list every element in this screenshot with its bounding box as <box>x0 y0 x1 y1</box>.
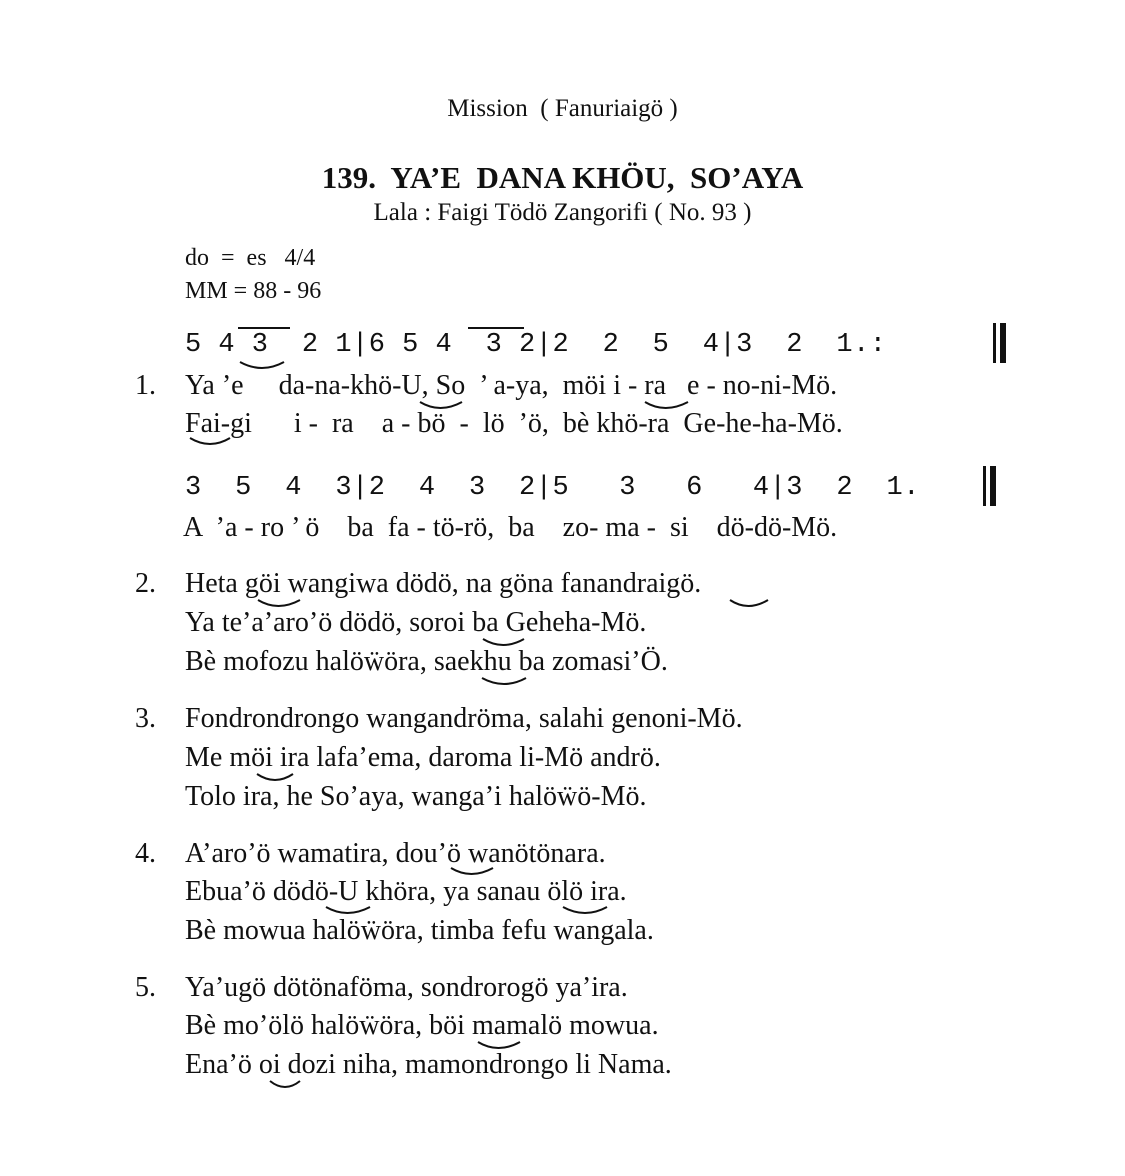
slur-arc <box>270 1081 300 1087</box>
final-barline-thick <box>990 466 996 506</box>
slur-arc <box>483 639 524 645</box>
hymn-title: 139. YA’E DANA KHÖU, SO’AYA <box>321 160 804 195</box>
verse-number: 4. <box>135 838 156 869</box>
verse-number: 5. <box>135 972 156 1003</box>
slur-arc <box>257 774 293 780</box>
verse-line: Fondrondrongo wangandröma, salahi genoni-Mö. <box>185 703 743 734</box>
notation-line-2: 3 5 4 3|2 4 3 2|5 3 6 4|3 2 1. <box>185 473 920 503</box>
verse-line: Me möi ira lafa’ema, daroma li-Mö andrö. <box>185 742 661 773</box>
verse-1-line-1: Ya ’e da-na-khö-U, So ’ a-ya, möi i - ra e - no-ni-Mö. <box>185 370 838 401</box>
verse-line: Ena’ö oi dozi niha, mamondrongo li Nama. <box>185 1049 672 1080</box>
key-signature: do = es 4/4 <box>185 245 316 271</box>
verse-line: A’aro’ö wamatira, dou’ö wanötönara. <box>185 838 606 869</box>
slur-arc <box>482 678 526 684</box>
verse-number: 1. <box>135 370 156 401</box>
slur-arc <box>478 1042 520 1048</box>
tempo-marking: MM = 88 - 96 <box>185 278 322 304</box>
verse-line: Ebua’ö dödö-U khöra, ya sanau ölö ira. <box>185 876 627 907</box>
slur-arc <box>730 600 768 606</box>
verse-line: Bè mowua halöẅöra, timba fefu wangala. <box>185 915 654 946</box>
notation-line-1: 5 4 3 2 1|6 5 4 3 2|2 2 5 4|3 2 1.: <box>185 330 887 360</box>
verse-line: Ya’ugö dötönaföma, sondrorogö ya’ira. <box>185 972 628 1003</box>
verse-number: 2. <box>135 568 156 599</box>
tune-reference: Lala : Faigi Tödö Zangorifi ( No. 93 ) <box>373 199 752 226</box>
slur-arc <box>258 600 300 606</box>
slur-arc <box>240 362 284 368</box>
verse-1-line-2: Fai-gi i - ra a - bö - lö ’ö, bè khö-ra Ge-he-ha-Mö. <box>185 408 843 439</box>
verse-line: Heta göi wangiwa dödö, na göna fanandraigö. <box>185 568 702 599</box>
repeat-barline-thin <box>993 323 996 363</box>
verse-number: 3. <box>135 703 156 734</box>
verse-line: Bè mofozu halöẅöra, saekhu ba zomasi’Ö. <box>185 646 668 677</box>
verse-line: Ya te’a’aro’ö dödö, soroi ba Geheha-Mö. <box>185 607 647 638</box>
final-barline-thin <box>983 466 986 506</box>
repeat-barline-thick <box>1000 323 1006 363</box>
refrain-line: A ’a - ro ’ ö ba fa - tö-rö, ba zo- ma - si dö-dö-Mö. <box>183 512 838 543</box>
verse-line: Tolo ira, he So’aya, wanga’i halöẅö-Mö. <box>185 781 647 812</box>
section-heading: Mission ( Fanuriaigö ) <box>447 95 678 122</box>
verse-line: Bè mo’ölö halöẅöra, böi mamalö mowua. <box>185 1010 659 1041</box>
